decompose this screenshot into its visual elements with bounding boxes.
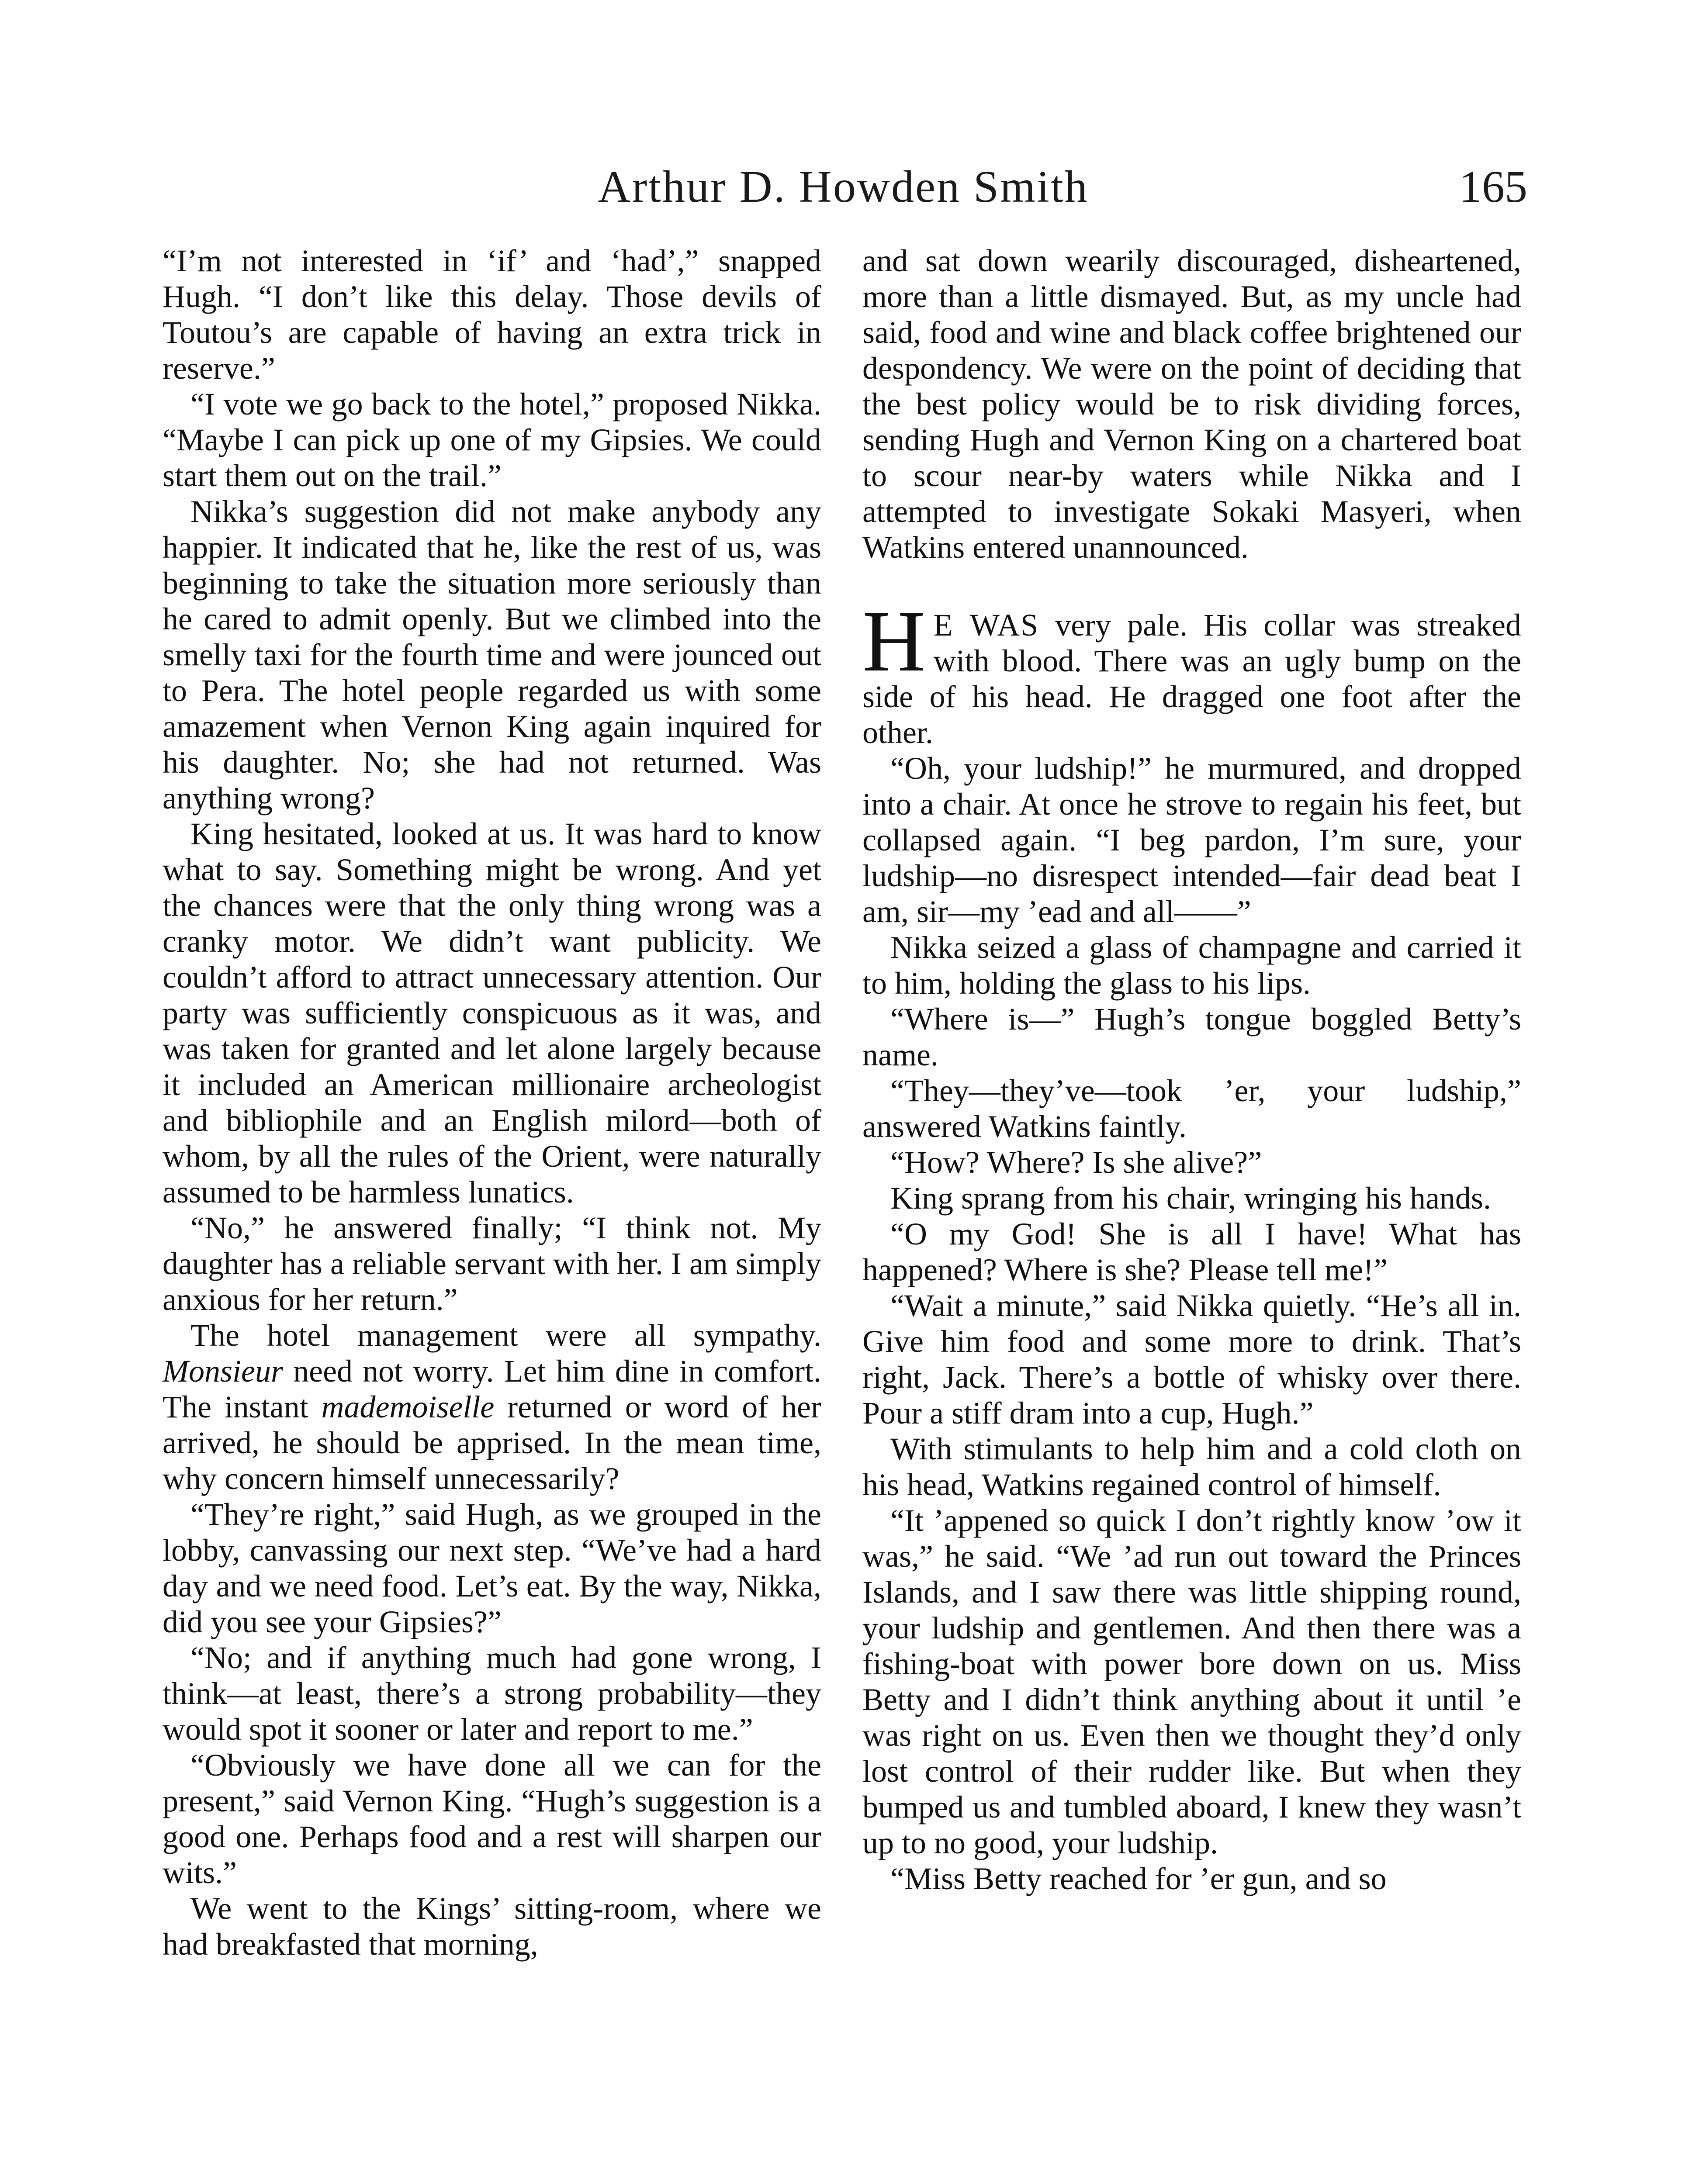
paragraph: With stimulants to help him and a cold cloth on his head, Watkins regained control of himself. xyxy=(862,1431,1521,1502)
paragraph: “They’re right,” said Hugh, as we grouped in the lobby, canvassing our next step. “We’ve had a hard day and we need food. Let’s eat. By the way, Nikka, did you see your Gipsies?” xyxy=(163,1497,821,1639)
text-run: very pale. His collar was streaked with blood. There was an ugly bump on the side of his head. He dragged one foot after the other. xyxy=(862,608,1521,750)
paragraph: “Obviously we have done all we can for the present,” said Vernon King. “Hugh’s suggestion is a good one. Perhaps food and a rest will sharpen our wits.” xyxy=(163,1748,821,1890)
dropcap-paragraph xyxy=(862,593,1521,750)
section-break xyxy=(862,565,1521,607)
paragraph: “O my God! She is all I have! What has happened? Where is she? Please tell me!” xyxy=(862,1216,1521,1287)
paragraph: Nikka’s suggestion did not make anybody any happier. It indicated that he, like the rest of us, was beginning to take the situation more seriously than he cared to admit openly. But we climbed into the smelly taxi for the fourth time and were jounced out to Pera. The hotel people regarded us with some amazement when Vernon King again inquired for his daughter. No; she had not returned. Was anything wrong? xyxy=(163,494,821,816)
text-run: need not worry. Let him dine in comfort. The instant xyxy=(163,1354,821,1424)
paragraph: “Wait a minute,” said Nikka quietly. “He’s all in. Give him food and some more to drink. That’s right, Jack. There’s a bottle of whisky over there. Pour a stiff dram into a cup, Hugh.” xyxy=(862,1288,1521,1431)
text-run: The hotel management were all sympathy. xyxy=(190,1318,821,1353)
paragraph-hotel xyxy=(163,1317,821,1496)
italic-word: mademoiselle xyxy=(321,1389,495,1424)
paragraph: “No,” he answered finally; “I think not. My daughter has a reliable servant with her. I am simply anxious for her return.” xyxy=(163,1210,821,1317)
paragraph: King sprang from his chair, wringing his hands. xyxy=(890,1181,1491,1216)
paragraph: Nikka seized a glass of champagne and carried it to him, holding the glass to his lips. xyxy=(862,930,1521,1001)
paragraph: “Where is—” Hugh’s tongue boggled Betty’s name. xyxy=(862,1002,1521,1072)
paragraph: “They—they’ve—took ’er, your ludship,” answered Watkins faintly. xyxy=(862,1073,1521,1144)
paragraph: “I’m not interested in ‘if’ and ‘had’,” snapped Hugh. “I don’t like this delay. Those devils of Toutou’s are capable of having an extra trick in reserve.” xyxy=(163,243,821,386)
paragraph: “Miss Betty reached for ’er gun, and so xyxy=(890,1861,1387,1896)
paragraph: “I vote we go back to the hotel,” proposed Nikka. “Maybe I can pick up one of my Gipsies. We could start them out on the trail.” xyxy=(163,387,821,493)
italic-word: Monsieur xyxy=(163,1354,283,1389)
small-caps-lead: E WAS xyxy=(933,608,1039,643)
paragraph: “No; and if anything much had gone wrong, I think—at least, there’s a strong probability—they would spot it sooner or later and report to me.” xyxy=(163,1640,821,1747)
paragraph: and sat down wearily discouraged, disheartened, more than a little dismayed. But, as my uncle had said, food and wine and black coffee brightened our despondency. We were on the point of deciding that the best policy would be to risk dividing forces, sending Hugh and Vernon King on a chartered boat to scour near-by waters while Nikka and I attempted to investigate Sokaki Masyeri, when Watkins entered unannounced. xyxy=(862,243,1521,565)
paragraph: “It ’appened so quick I don’t rightly know ’ow it was,” he said. “We ’ad run out toward the Princes Islands, and I saw there was little shipping round, your ludship and gentlemen. And then there was a fishing-boat with power bore down on us. Miss Betty and I didn’t think anything about it until ’e was right on us. Even then we thought they’d only lost control of their rudder like. But when they bumped us and tumbled aboard, I knew they wasn’t up to no good, your ludship. xyxy=(862,1503,1521,1860)
page-number: 165 xyxy=(1459,162,1527,212)
paragraph: King hesitated, looked at us. It was hard to know what to say. Something might be wrong. And yet the chances were that the only thing wrong was a cranky motor. We didn’t want publicity. We couldn’t afford to attract unnecessary attention. Our party was sufficiently conspicuous as it was, and was taken for granted and let alone largely because it included an American millionaire archeologist and bibliophile and an English milord—both of whom, by all the rules of the Orient, were naturally assumed to be harmless lunatics. xyxy=(163,816,821,1209)
paragraph: “How? Where? Is she alive?” xyxy=(890,1145,1262,1180)
drop-cap: H xyxy=(862,593,926,690)
paragraph: We went to the Kings’ sitting-room, where we had breakfasted that morning, xyxy=(163,1891,821,1962)
left-column xyxy=(163,243,821,1962)
right-column xyxy=(862,243,1521,1897)
text-run: returned or word of her arrived, he should be apprised. In the mean time, why concern himself unnecessarily? xyxy=(163,1389,821,1496)
paragraph: “Oh, your ludship!” he murmured, and dropped into a chair. At once he strove to regain his feet, but collapsed again. “I beg pardon, I’m sure, your ludship—no disrespect intended—fair dead beat I am, sir—my ’ead and all——” xyxy=(862,751,1521,929)
running-head-author: Arthur D. Howden Smith xyxy=(598,162,1089,212)
